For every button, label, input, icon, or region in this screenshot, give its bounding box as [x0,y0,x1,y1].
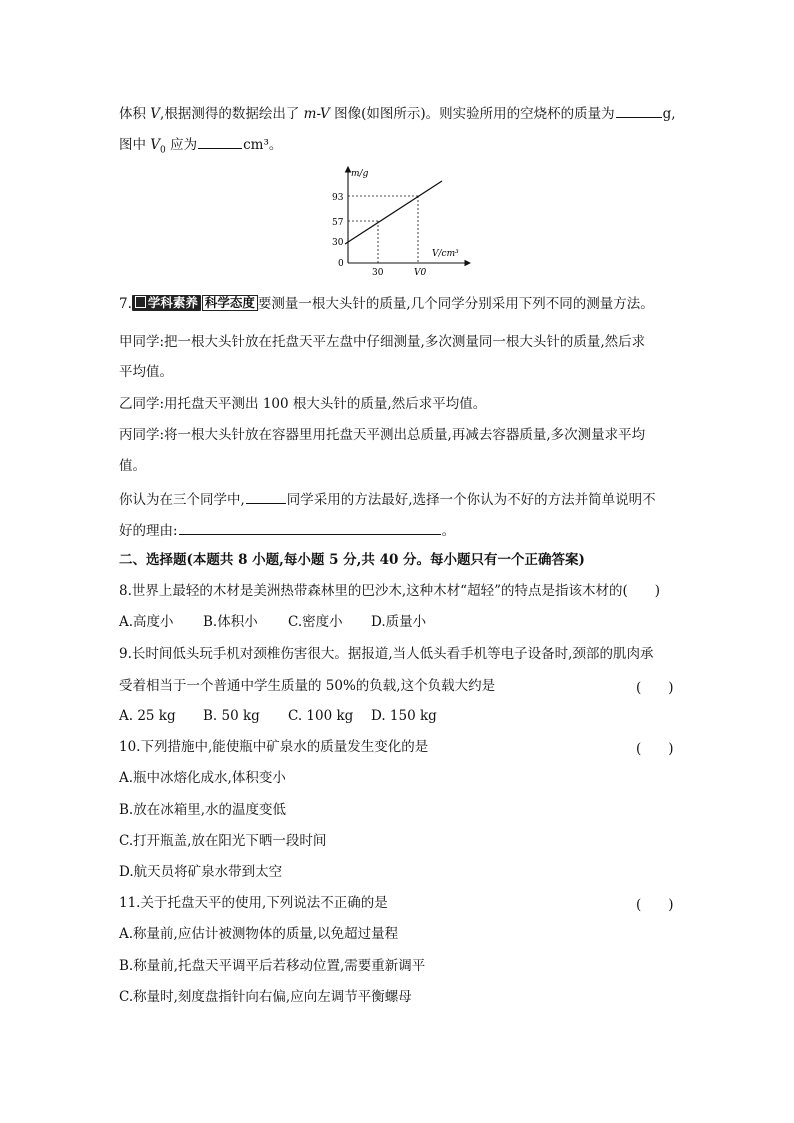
q9-stem-2: 受着相当于一个普通中学生质量的 50%的负载,这个负载大约是 [119,678,496,694]
q7-yi: 乙同学:用托盘天平测出 100 根大头针的质量,然后求平均值。 [119,396,487,412]
attitude-badge: 科学态度 [202,295,258,311]
q9-answer-paren[interactable]: ( ) [636,680,674,696]
q7-ask-2: 好的理由: 。 [119,520,455,541]
q7-bing-1: 丙同学:将一根大头针放在容器里用托盘天平测出总质量,再减去容器质量,多次测量求平均 [119,427,646,443]
book-icon [135,296,146,308]
q8-option-b[interactable]: B.体积小 [203,614,258,630]
q9-options [119,706,437,726]
q9-option-c[interactable]: C. 100 kg [288,708,354,724]
q10-answer-paren[interactable]: ( ) [636,741,674,757]
q6-line1: 体积 V,根据测得的数据绘出了 m-V 图像(如图所示)。则实验所用的空烧杯的质量为 g, [119,103,676,124]
x-tick-30: 30 [372,268,384,278]
q8-option-a[interactable]: A.高度小 [119,614,174,630]
answer-blank-mass[interactable] [616,103,662,118]
y-tick-30: 30 [332,238,344,248]
subject-badge: 学科素养 [132,295,201,311]
mv-line [345,181,442,244]
q11-option-c[interactable]: C.称量时,刻度盘指针向右偏,应向左调节平衡螺母 [119,989,412,1005]
q8-option-c[interactable]: C.密度小 [288,614,343,630]
q11-answer-paren[interactable]: ( ) [636,897,674,913]
y-axis-label: m/g [351,169,369,179]
y-tick-57: 57 [332,218,344,228]
q7-ask-1: 你认为在三个同学中, 同学采用的方法最好,选择一个你认为不好的方法并简单说明不 [119,489,656,510]
q6-line2: 图中 $V_0$ 应为 cm³。 [119,134,282,161]
q10-stem: 10.下列措施中,能使瓶中矿泉水的质量发生变化的是 [119,739,429,755]
q7-bing-2: 值。 [119,458,146,474]
q8-stem: 8.世界上最轻的木材是美洲热带森林里的巴沙木,这种木材“超轻”的特点是指该木材的( ) [119,583,661,599]
q10-option-a[interactable]: A.瓶中冰熔化成水,体积变小 [119,770,286,786]
q11-option-b[interactable]: B.称量前,托盘天平调平后若移动位置,需要重新调平 [119,958,426,974]
y-tick-0: 0 [338,259,344,269]
y-tick-93: 93 [332,193,344,203]
q7-jia-1: 甲同学:把一根大头针放在托盘天平左盘中仔细测量,多次测量同一根大头针的质量,然后求 [119,334,646,350]
q9-option-d[interactable]: D. 150 kg [371,708,437,724]
q9-stem-1: 9.长时间低头玩手机对颈椎伤害很大。据报道,当人低头看手机等电子设备时,颈部的肌肉承 [119,646,654,662]
answer-blank-reason[interactable] [179,520,441,535]
x-axis-label: V/cm³ [432,249,459,259]
answer-blank-student[interactable] [246,489,286,504]
section-title: 二、选择题(本题共 8 小题,每小题 5 分,共 40 分。每小题只有一个正确答案) [119,552,585,568]
x-tick-v0: V0 [414,268,427,278]
q8-option-d[interactable]: D.质量小 [371,614,427,630]
mv-chart [330,163,480,278]
q11-stem: 11.关于托盘天平的使用,下列说法不正确的是 [119,895,388,911]
q7-line1: 7. 学科素养 科学态度 要测量一根大头针的质量,几个同学分别采用下列不同的测量方法。 [119,295,654,312]
q10-option-c[interactable]: C.打开瓶盖,放在阳光下晒一段时间 [119,833,327,849]
q9-option-a[interactable]: A. 25 kg [119,708,176,724]
q10-option-d[interactable]: D.航天员将矿泉水带到太空 [119,864,283,880]
q11-option-a[interactable]: A.称量前,应估计被测物体的质量,以免超过量程 [119,926,399,942]
q7-jia-2: 平均值。 [119,364,173,380]
answer-blank-volume[interactable] [198,134,242,149]
q10-option-b[interactable]: B.放在冰箱里,水的温度变低 [119,802,287,818]
q8-options [119,612,426,632]
q9-option-b[interactable]: B. 50 kg [203,708,260,724]
